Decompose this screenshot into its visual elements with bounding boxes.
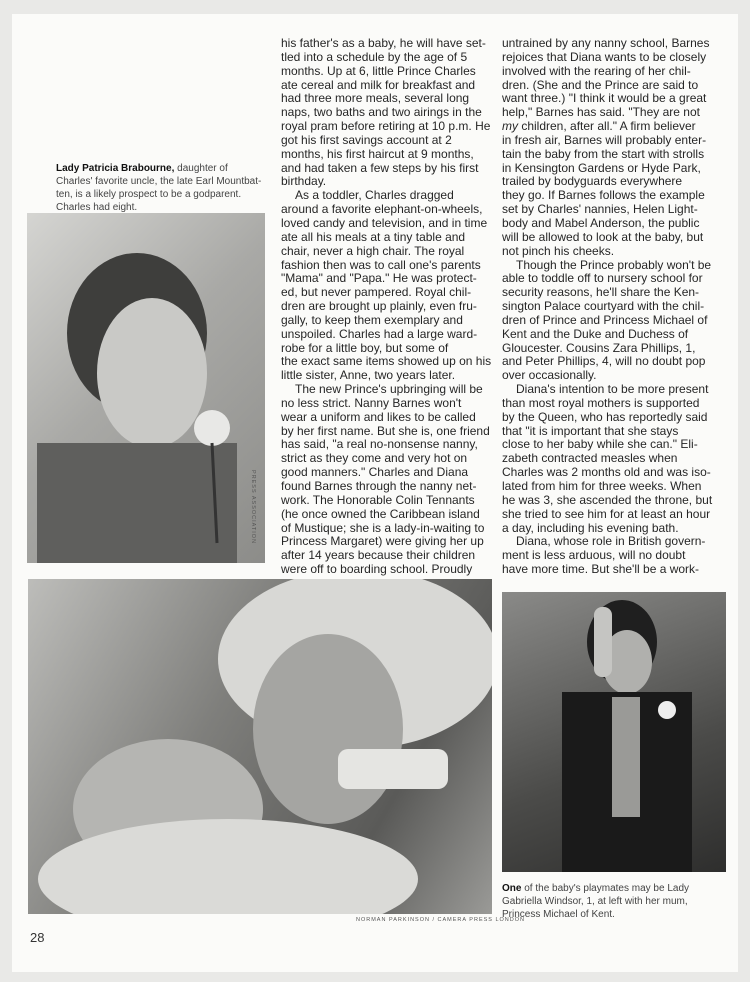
text-line: rejoices that Diana wants to be closely [502,49,707,64]
text-line: dren. (She and the Prince are said to [502,77,699,92]
text-line: royal pram before retiring at 10 p.m. He [281,119,491,134]
text-line: chair, never a high chair. The royal [281,243,465,258]
text-line: little sister, Anne, two years later. [281,368,456,383]
text-line: gally, to keep them exemplary and [281,312,463,327]
text-line: than most royal mothers is supported [502,395,700,410]
text-line: Diana's intention to be more present [516,382,709,397]
text-line: good manners." Charles and Diana [281,465,469,480]
text-line: and Peter Phillips, 4, will no doubt pop [502,354,706,369]
text-line: robe for a little boy, but some of [281,340,449,355]
text-line: dren of Prince and Princess Michael of [502,312,708,327]
text-line: work. The Honorable Colin Tennants [281,492,475,507]
text-line: of Mustique; she is a lady-in-waiting to [281,520,485,535]
text-line: security reasons, he'll share the Ken- [502,285,700,300]
text-line: trailed by bodyguards everywhere [502,174,683,189]
text-line: ment is less arduous, will no doubt [502,548,686,563]
text-line: ate all his meals at a tiny table and [281,229,466,244]
text-line: will be allowed to look at the baby, but [502,229,704,244]
photo-credit: NORMAN PARKINSON / CAMERA PRESS LONDON [356,917,526,923]
text-line: wear a uniform and likes to be called [281,409,476,424]
text-line: by her first name. But she is, one friend [281,423,490,438]
text-line: months, his first haircut at 9 months, [281,146,474,161]
caption-line: Charles' favorite uncle, the late Earl Mountbat- [56,176,262,187]
text-line: ed, but never pampered. Royal chil- [281,285,472,300]
photo-princess-michael-and-gabriella [502,592,726,872]
text-line: naps, two baths and two airings in the [281,105,482,120]
text-line: (he once owned the Caribbean island [281,506,480,521]
text-line: and had taken a few steps by his first [281,160,479,175]
text-line: months. Up at 6, little Prince Charles [281,63,476,78]
text-line: Gloucester. Cousins Zara Phillips, 1, [502,340,696,355]
text-line: involved with the rearing of her chil- [502,63,691,78]
text-line: Charles was 2 months old and was iso- [502,465,711,480]
text-line: has said, "a real no-nonsense nanny, [281,437,478,452]
text-line: fashion then was to call one's parents [281,257,481,272]
text-line: tled into a schedule by the age of 5 [281,49,468,64]
caption-line: of the baby's playmates may be Lady [521,883,690,894]
caption-brabourne [56,162,261,214]
text-line: loved candy and television, and in time [281,215,488,230]
text-line: body and Mabel Anderson, the public [502,215,700,230]
text-line: untrained by any nanny school, Barnes [502,36,710,50]
caption-lead: One [502,883,522,894]
text-line: birthday. [281,174,327,189]
text-line: not pinch his cheeks. [502,243,615,258]
text-line: my children, after all." A firm believer [502,119,696,134]
text-line: in Kensington Gardens or Hyde Park, [502,160,701,175]
text-line: As a toddler, Charles dragged [295,188,454,203]
text-line: sington Palace courtyard with the chil- [502,299,705,314]
text-line: close to her baby while she can." Eli- [502,437,698,452]
page-number: 28 [30,930,45,945]
text-line: they go. If Barnes follows the example [502,188,705,203]
text-line: got his first savings account at 2 [281,132,452,147]
text-line: "Mama" and "Papa." He was protect- [281,271,477,286]
article-column-2 [281,37,491,577]
photo-diana-and-baby [28,579,492,914]
text-line: his father's as a baby, he will have set- [281,36,486,50]
text-line: ate cereal and milk for breakfast and [281,77,476,92]
text-line: Though the Prince probably won't be [516,257,712,272]
text-line: she tried to see him for at least an hour [502,506,711,521]
text-line: around a favorite elephant-on-wheels, [281,202,483,217]
text-line: had three more meals, several long [281,91,470,106]
text-line: Diana, whose role in British govern- [516,534,706,549]
portrait-illustration [27,213,265,563]
text-line: lated from him for three weeks. When [502,479,702,493]
text-line: he was 3, she ascended the throne, but [502,492,713,507]
caption-line: daughter of [174,163,228,174]
text-line: no less strict. Nanny Barnes won't [281,395,462,410]
text-line: by the Queen, who has reportedly said [502,409,708,424]
text-line: dren are brought up plainly, even fru- [281,299,477,314]
photo-credit: PRESS ASSOCIATION [250,470,256,545]
text-line: a day, including his evening bath. [502,520,679,535]
text-line: the exact same items showed up on his [281,354,492,369]
text-line: found Barnes through the nanny net- [281,479,477,493]
text-line: want three.) "I think it would be a great [502,91,707,106]
caption-windsor [502,882,689,921]
text-line: strict as they come and very hot on [281,451,468,466]
text-line: after 14 years because their children [281,548,476,563]
text-line: The new Prince's upbringing will be [295,382,483,397]
text-line: over occasionally. [502,368,597,383]
text-line: in fresh air, Barnes will probably enter- [502,132,707,147]
text-line: Princess Margaret) were giving her up [281,534,484,549]
text-line: set by Charles' nannies, Helen Light- [502,202,698,217]
caption-line: Princess Michael of Kent. [502,909,615,920]
caption-line: ten, is a likely prospect to be a godparent. [56,189,242,200]
wedding-illustration [502,592,726,872]
text-line: Kent and the Duke and Duchess of [502,326,689,341]
photo-lady-brabourne [27,213,265,563]
text-line: unspoiled. Charles had a large ward- [281,326,478,341]
text-line: that "it is important that she stays [502,423,679,438]
text-line: were off to boarding school. Proudly [281,562,473,577]
text-line: tain the baby from the start with strolls [502,146,705,161]
text-line: able to toddle off to nursery school for [502,271,703,286]
text-line: have more time. But she'll be a work- [502,562,700,577]
caption-lead: Lady Patricia Brabourne, [56,163,175,174]
article-column-3 [502,37,712,577]
text-line: zabeth contracted measles when [502,451,678,466]
caption-line: Gabriella Windsor, 1, at left with her mum, [502,896,688,907]
mother-baby-illustration [28,579,492,914]
caption-line: Charles had eight. [56,202,138,213]
text-line: help," Barnes has said. "They are not [502,105,700,120]
